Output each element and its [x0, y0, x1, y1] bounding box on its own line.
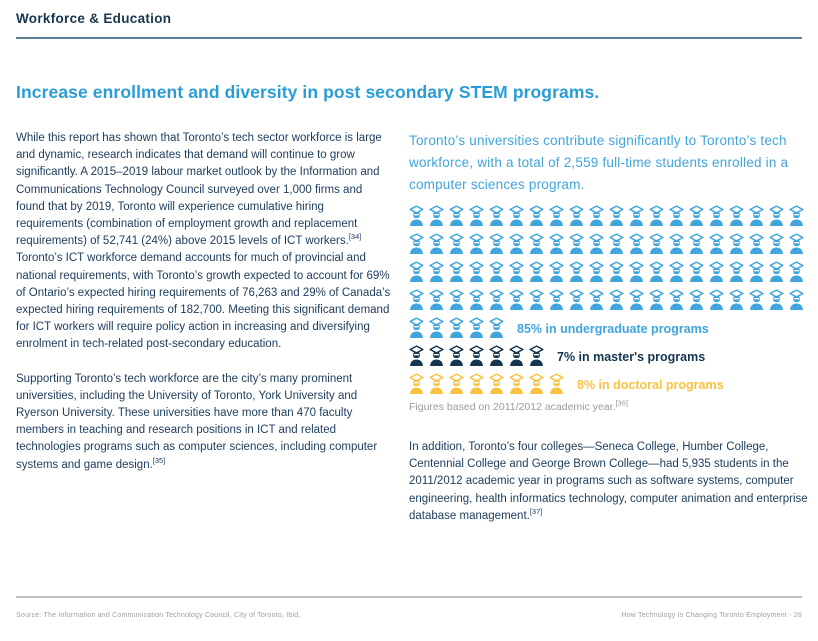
page-footer — [16, 596, 802, 619]
graduate-icon — [469, 233, 484, 254]
graduate-icon — [429, 233, 444, 254]
graduate-icon — [509, 233, 524, 254]
callout-text: Toronto’s universities contribute significantly to Toronto’s tech workforce, with a total of 2,559 full-time students enrolled in a computer sciences program. — [409, 133, 789, 192]
right-column — [409, 130, 809, 525]
graduate-icon — [429, 289, 444, 310]
graduate-icon — [789, 289, 804, 310]
section-heading: Increase enrollment and diversity in post secondary STEM programs. — [16, 82, 600, 102]
footer-page-label: How Technology Is Changing Toronto Employment - 26 — [621, 612, 802, 619]
graduate-icon — [769, 289, 784, 310]
footnote-marker-37: [37] — [529, 506, 543, 516]
graduate-icon — [469, 373, 484, 394]
graduate-icon — [549, 233, 564, 254]
graduate-icon — [409, 289, 424, 310]
graduate-icon — [489, 345, 504, 366]
footer-row — [16, 612, 802, 619]
graduate-icon — [429, 373, 444, 394]
graduate-icon — [589, 205, 604, 226]
pictograph-row-doctoral — [409, 373, 809, 394]
graduate-icon — [469, 345, 484, 366]
graduate-icon — [649, 233, 664, 254]
graduate-icon — [489, 261, 504, 282]
footer-rule — [16, 596, 802, 598]
series-label-masters: 7% in master's programs — [557, 350, 706, 364]
footnote-marker-35: [35] — [152, 455, 166, 465]
graduate-icon — [689, 289, 704, 310]
graduate-icon — [709, 289, 724, 310]
graduate-icon — [629, 205, 644, 226]
graduate-icon — [509, 373, 524, 394]
graduate-icon — [549, 373, 564, 394]
graduate-icon — [549, 261, 564, 282]
graduate-icon — [529, 345, 544, 366]
paragraph-3-text: In addition, Toronto’s four colleges—Seneca College, Humber College, Centennial College and George Brown College—had 5,935 students in the 2011/2012 academic year in programs such as software systems, computer engineering, health informatics technology, computer animation and enterprise database management. — [409, 441, 808, 522]
caption-text: Figures based on 2011/2012 academic year. — [409, 401, 616, 413]
pictograph-chart — [409, 205, 809, 394]
graduate-icon — [489, 205, 504, 226]
page-title: Workforce & Education — [16, 11, 172, 26]
graduate-icon — [569, 205, 584, 226]
graduate-icon — [709, 261, 724, 282]
graduate-icon — [469, 317, 484, 338]
graduate-icon — [409, 205, 424, 226]
graduate-icon — [669, 261, 684, 282]
graduate-icon — [489, 289, 504, 310]
graduate-icon — [509, 261, 524, 282]
graduate-icon — [569, 261, 584, 282]
graduate-icon — [489, 373, 504, 394]
body-paragraph-3 — [409, 439, 809, 525]
paragraph-1-text: While this report has shown that Toronto’s tech sector workforce is large and dynamic, research indicates that demand will continue to grow significantly. A 2015–2019 labour market outlook by the Information and Communications Technology Council surveyed over 1,000 firms and found that by 2019, Toronto will experience cumulative hiring requirements (combination of employment growth and replacement requirements) of 52,741 (24%) above 2015 levels of ICT workers. — [16, 132, 382, 248]
graduate-icon — [469, 261, 484, 282]
pictograph-row-undergraduate — [409, 261, 809, 282]
graduate-icon — [769, 233, 784, 254]
left-column — [16, 130, 392, 525]
graduate-icon — [589, 289, 604, 310]
graduate-icon — [729, 289, 744, 310]
graduate-icon — [449, 261, 464, 282]
graduate-icon — [729, 205, 744, 226]
graduate-icon — [629, 289, 644, 310]
graduate-icon — [429, 205, 444, 226]
footnote-marker-34: [34] — [348, 232, 362, 242]
graduate-icon — [789, 261, 804, 282]
graduate-icon — [609, 261, 624, 282]
graduate-icon — [409, 261, 424, 282]
pictograph-row-undergraduate — [409, 233, 809, 254]
graduate-icon — [449, 345, 464, 366]
pictograph-row-undergraduate — [409, 289, 809, 310]
graduate-icon — [649, 205, 664, 226]
graduate-icon — [749, 261, 764, 282]
graduate-icon — [509, 345, 524, 366]
graduate-icon — [529, 205, 544, 226]
graduate-icon — [609, 289, 624, 310]
title-rule — [16, 37, 802, 39]
graduate-icon — [529, 373, 544, 394]
graduate-icon — [409, 373, 424, 394]
graduate-icon — [409, 233, 424, 254]
graduate-icon — [669, 233, 684, 254]
graduate-icon — [549, 205, 564, 226]
graduate-icon — [709, 233, 724, 254]
graduate-icon — [689, 261, 704, 282]
graduate-icon — [649, 289, 664, 310]
graduate-icon — [729, 261, 744, 282]
graduate-icon — [689, 233, 704, 254]
graduate-icon — [489, 233, 504, 254]
chart-caption — [409, 398, 809, 413]
paragraph-2-text: Supporting Toronto’s tech workforce are the city’s many prominent universities, including the University of Toronto, York University and Ryerson University. These universities have more than 470 faculty members in teaching and research positions in ICT and related technologies programs such as computer sciences, including computer systems and game design. — [16, 372, 378, 471]
graduate-icon — [689, 205, 704, 226]
graduate-icon — [709, 205, 724, 226]
graduate-icon — [529, 261, 544, 282]
graduate-icon — [449, 205, 464, 226]
graduate-icon — [469, 289, 484, 310]
graduate-icon — [429, 345, 444, 366]
graduate-icon — [489, 317, 504, 338]
series-label-doctoral: 8% in doctoral programs — [577, 378, 724, 392]
two-column-layout — [16, 130, 808, 525]
graduate-icon — [409, 317, 424, 338]
graduate-icon — [629, 261, 644, 282]
series-label-undergraduate: 85% in undergraduate programs — [517, 322, 709, 336]
graduate-icon — [789, 205, 804, 226]
graduate-icon — [609, 205, 624, 226]
graduate-icon — [449, 317, 464, 338]
footnote-marker-36: [36] — [615, 398, 628, 408]
graduate-icon — [669, 289, 684, 310]
graduate-icon — [549, 289, 564, 310]
graduate-icon — [569, 233, 584, 254]
graduate-icon — [669, 205, 684, 226]
body-paragraph-1 — [16, 130, 392, 354]
graduate-icon — [589, 233, 604, 254]
pictograph-row-undergraduate — [409, 205, 809, 226]
graduate-icon — [769, 261, 784, 282]
graduate-icon — [469, 205, 484, 226]
body-paragraph-2 — [16, 371, 392, 474]
graduate-icon — [729, 233, 744, 254]
graduate-icon — [449, 289, 464, 310]
graduate-icon — [409, 345, 424, 366]
graduate-icon — [449, 233, 464, 254]
graduate-icon — [749, 289, 764, 310]
graduate-icon — [789, 233, 804, 254]
graduate-icon — [649, 261, 664, 282]
graduate-icon — [429, 261, 444, 282]
graduate-icon — [429, 317, 444, 338]
graduate-icon — [749, 233, 764, 254]
pictograph-row-undergraduate — [409, 317, 809, 338]
graduate-icon — [449, 373, 464, 394]
graduate-icon — [509, 205, 524, 226]
graduate-icon — [569, 289, 584, 310]
graduate-icon — [609, 233, 624, 254]
pictograph-row-masters — [409, 345, 809, 366]
graduate-icon — [529, 233, 544, 254]
paragraph-1-text-continued: Toronto’s ICT workforce demand accounts for much of provincial and national requirements, with Toronto’s growth expected to account for 69% of Ontario’s expected hiring requirements of 76,263 and 29% of Canada’s expected hiring requirements of 182,700. Meeting this significant demand for ICT workers will require policy action in increasing and diversifying enrolment in tech-related post-secondary education. — [16, 252, 391, 351]
source-note: Source: The Information and Communication Technology Council, City of Toronto, Ibid, — [16, 612, 301, 619]
graduate-icon — [529, 289, 544, 310]
graduate-icon — [589, 261, 604, 282]
graduate-icon — [509, 289, 524, 310]
graduate-icon — [629, 233, 644, 254]
graduate-icon — [769, 205, 784, 226]
graduate-icon — [749, 205, 764, 226]
